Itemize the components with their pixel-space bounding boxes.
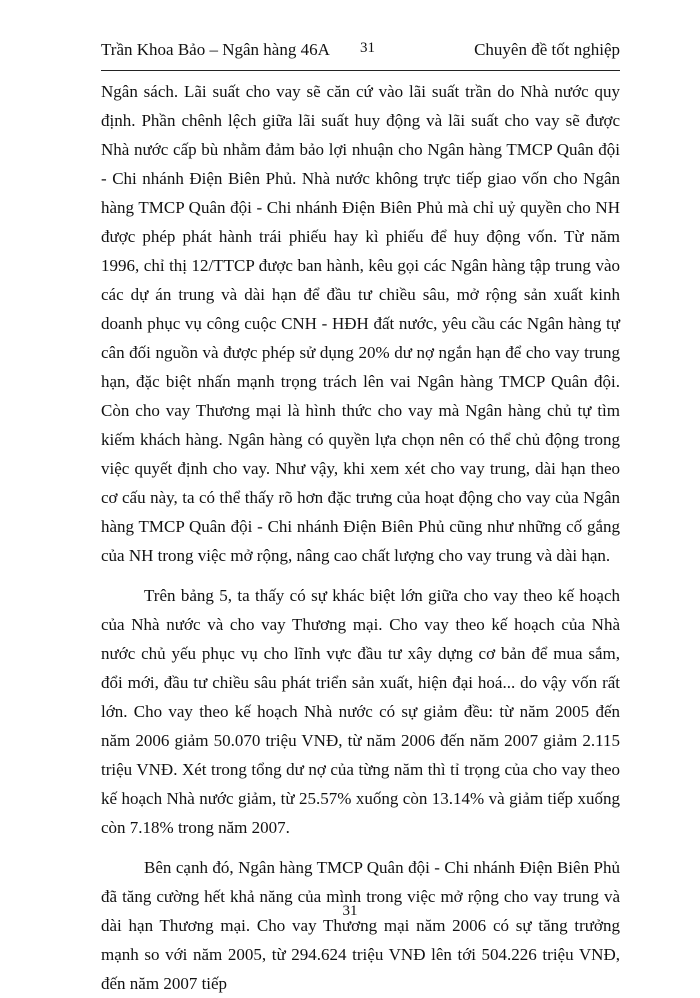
paragraph-1: Ngân sách. Lãi suất cho vay sẽ căn cứ vào lãi suất trần do Nhà nước quy định. Phần chênh lệch giữa lãi suất huy động và lãi suất cho vay sẽ được Nhà nước cấp bù nhằm đảm bảo lợi nhuận cho Ngân hàng TMCP Quân đội - Chi nhánh Điện Biên Phủ. Nhà nước không trực tiếp giao vốn cho Ngân hàng TMCP Quân đội - Chi nhánh Điện Biên Phủ mà chỉ uỷ quyền cho NH được phép phát hành trái phiếu hay kì phiếu để huy động vốn. Từ năm 1996, chỉ thị 12/TTCP được ban hành, kêu gọi các Ngân hàng tập trung vào các dự án trung và dài hạn để đầu tư chiều sâu, mở rộng sản xuất kinh doanh phục vụ công cuộc CNH - HĐH đất nước, yêu cầu các Ngân hàng tự cân đối nguồn và được phép sử dụng 20% dư nợ ngắn hạn để cho vay trung hạn, đặc biệt nhấn mạnh trọng trách lên vai Ngân hàng TMCP Quân đội. Còn cho vay Thương mại là hình thức cho vay mà Ngân hàng chủ tự tìm kiếm khách hàng. Ngân hàng có quyền lựa chọn nên có thể chủ động trong việc quyết định cho vay. Như vậy, khi xem xét cho vay trung, dài hạn theo cơ cấu này, ta có thể thấy rõ hơn đặc trưng của hoạt động cho vay của Ngân hàng TMCP Quân đội - Chi nhánh Điện Biên Phủ cũng như những cố gắng của NH trong việc mở rộng, nâng cao chất lượng cho vay trung và dài hạn.: [101, 82, 620, 565]
page-footer: [0, 903, 700, 920]
footer-page-number: 31: [342, 903, 358, 919]
header-page-number: 31: [360, 40, 375, 56]
document-body: [101, 77, 620, 998]
paragraph-2: Trên bảng 5, ta thấy có sự khác biệt lớn giữa cho vay theo kế hoạch của Nhà nước và cho vay Thương mại. Cho vay theo kế hoạch của Nhà nước chủ yếu phục vụ cho lĩnh vực đầu tư xây dựng cơ bản để mua sắm, đổi mới, đầu tư chiều sâu phát triển sản xuất, hiện đại hoá... do vậy vốn rất lớn. Cho vay theo kế hoạch Nhà nước có sự giảm đều: từ năm 2005 đến năm 2006 giảm 50.070 triệu VNĐ, từ năm 2006 đến năm 2007 giảm 2.115 triệu VNĐ. Xét trong tổng dư nợ của từng năm thì tỉ trọng của cho vay theo kế hoạch Nhà nước giảm, từ 25.57% xuống còn 13.14% và giảm tiếp xuống còn 7.18% trong năm 2007.: [101, 586, 620, 837]
header-author: Trần Khoa Bảo – Ngân hàng 46A: [101, 40, 330, 59]
page-header: [101, 36, 620, 71]
header-title: Chuyên đề tốt nghiệp: [474, 40, 620, 59]
paragraph-3: Bên cạnh đó, Ngân hàng TMCP Quân đội - Chi nhánh Điện Biên Phủ đã tăng cường hết khả năng của mình trong việc mở rộng cho vay trung và dài hạn Thương mại. Cho vay Thương mại năm 2006 có sự tăng trưởng mạnh so với năm 2005, từ 294.624 triệu VNĐ lên tới 504.226 triệu VNĐ, đến năm 2007 tiếp: [101, 858, 620, 993]
